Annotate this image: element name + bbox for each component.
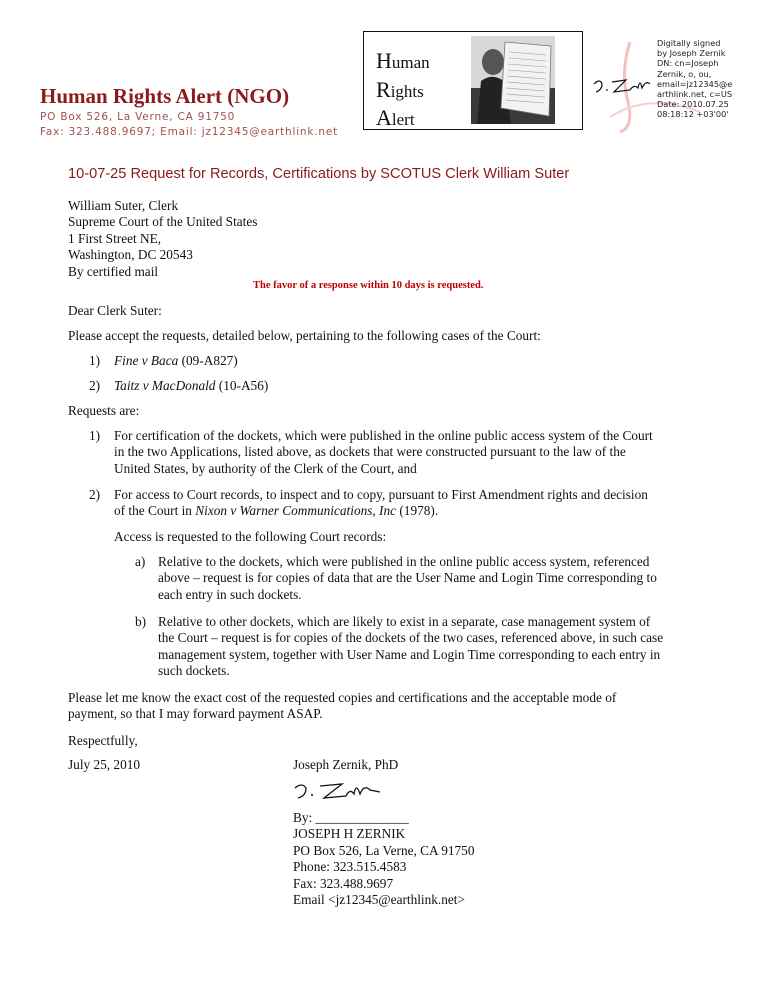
sig-line: Digitally signed: [657, 38, 721, 48]
recipient-line: 1 First Street NE,: [68, 230, 162, 246]
signer-address: PO Box 526, La Verne, CA 91750: [293, 842, 475, 858]
sig-line: email=jz12345@e: [657, 78, 733, 89]
document-title: 10-07-25 Request for Records, Certifications by SCOTUS Clerk William Suter: [68, 166, 570, 182]
subitem-a-text: Relative to the dockets, which were published in the online public access system, referenced above – request is for copies of data that are the User Name and Login Time corresponding to each entry in such dockets.: [158, 554, 657, 602]
sig-line: Zernik, o, ou,: [657, 68, 712, 79]
subitem-letter: a): [135, 554, 146, 569]
signer-email: Email <jz12345@earthlink.net>: [293, 892, 465, 908]
signer-phone: Phone: 323.515.4583: [293, 859, 407, 875]
signature-block: [293, 810, 474, 908]
subitem-b-text: Relative to other dockets, which are likely to exist in a separate, case management system of the Court – request is for copies of the dockets of the two cases, referenced above, in such case management system, together with User Name and Login Time corresponding to each entry in such dockets.: [158, 614, 664, 679]
sig-line: 08:18:12 +03'00': [657, 109, 729, 120]
sig-line: DN: cn=Joseph: [657, 58, 719, 69]
response-note: The favor of a response within 10 days is requested.: [253, 280, 484, 291]
by-line: By: ______________: [293, 810, 409, 825]
request-number: 1): [89, 428, 101, 443]
case-item: Fine v Baca (09-A827): [114, 353, 238, 368]
org-contact: Fax: 323.488.9697; Email: jz12345@earthlink.net: [40, 126, 339, 138]
sig-line: arthlink.net, c=US: [657, 89, 733, 100]
org-address: PO Box 526, La Verne, CA 91750: [40, 111, 236, 123]
respectfully: Respectfully,: [68, 733, 138, 748]
intro-paragraph: Please accept the requests, detailed below, pertaining to the following cases of the Court:: [68, 328, 541, 343]
logo-photo-image: [471, 36, 555, 124]
closing-paragraph: Please let me know the exact cost of the requested copies and certifications and the acceptable mode of payment, so that I may forward payment ASAP.: [68, 690, 617, 722]
case-number: 2): [89, 378, 101, 393]
logo-word-alert: Alert: [376, 105, 415, 130]
letter-date: July 25, 2010: [68, 757, 141, 772]
recipient-line: Supreme Court of the United States: [68, 214, 258, 230]
logo-word-rights: Rights: [376, 77, 424, 102]
case-number: 1): [89, 353, 101, 368]
requests-heading: Requests are:: [68, 403, 140, 418]
request-1-text: For certification of the dockets, which were published in the online public access system of the Court in the two Applications, listed above, as dockets that were constructed pursuant to the law of the United States, by authority of the Clerk of the Court, and: [114, 428, 653, 476]
org-name: Human Rights Alert (NGO): [40, 84, 290, 108]
salutation: Dear Clerk Suter:: [68, 303, 162, 318]
recipient-address: [68, 198, 257, 280]
recipient-line: William Suter, Clerk: [68, 198, 179, 213]
case-item: Taitz v MacDonald (10-A56): [114, 378, 269, 393]
signer-name-title: Joseph Zernik, PhD: [293, 757, 399, 772]
sig-line: Date: 2010.07.25: [657, 99, 729, 110]
logo-word-human: Human: [376, 48, 430, 73]
logo-box: [363, 31, 583, 130]
signer-fax: Fax: 323.488.9697: [293, 875, 394, 891]
digital-signature: [590, 32, 765, 142]
request-2-text: For access to Court records, to inspect and to copy, pursuant to First Amendment rights and decision of the Court in Nixon v Warner Communications, Inc (1978).: [114, 487, 648, 519]
subitem-letter: b): [135, 614, 147, 629]
access-intro: Access is requested to the following Court records:: [114, 529, 387, 544]
signer-name-caps: JOSEPH H ZERNIK: [293, 826, 406, 842]
recipient-line: By certified mail: [68, 263, 159, 279]
sig-line: by Joseph Zernik: [657, 48, 726, 59]
handwritten-signature-image: [290, 776, 410, 808]
request-number: 2): [89, 487, 101, 502]
recipient-line: Washington, DC 20543: [68, 247, 193, 263]
